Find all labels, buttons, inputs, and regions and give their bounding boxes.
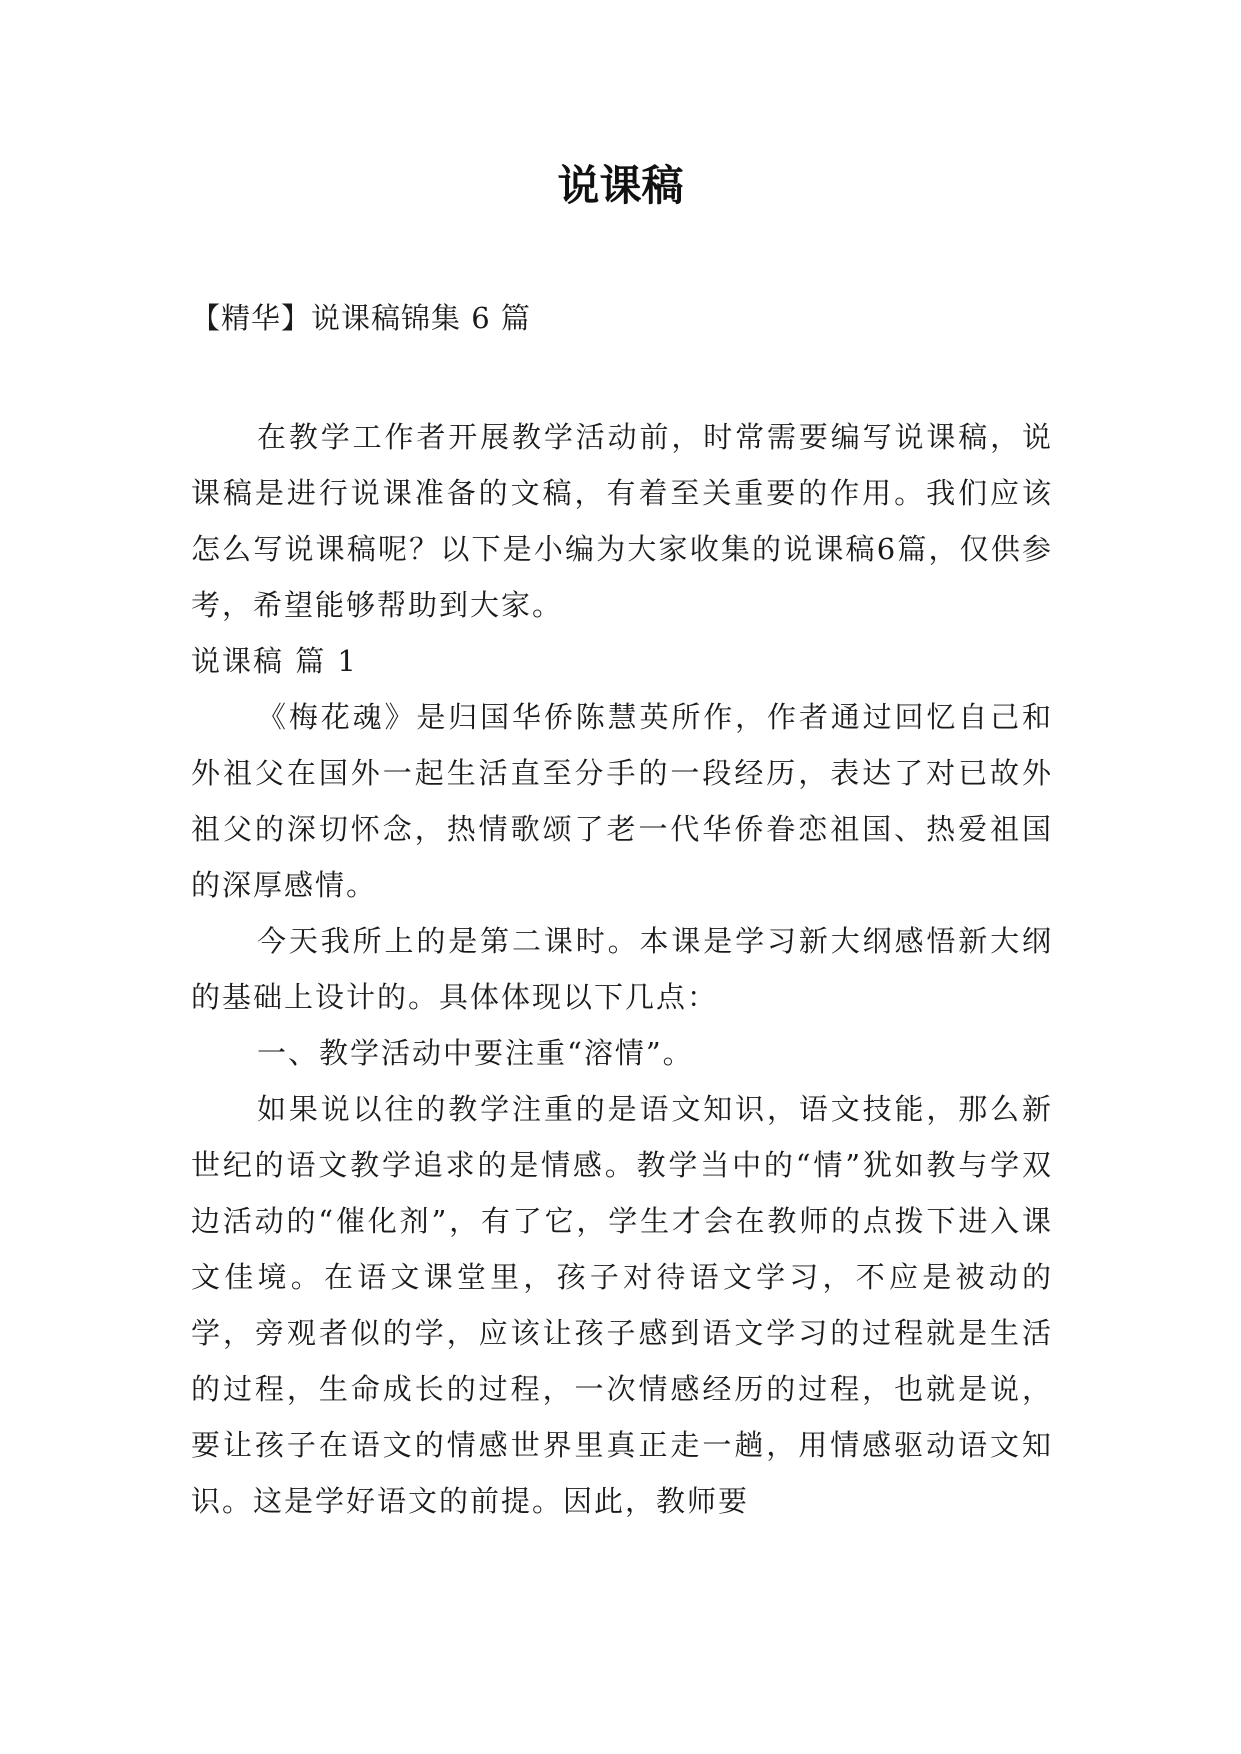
- body-paragraph: 《梅花魂》是归国华侨陈慧英所作，作者通过回忆自己和外祖父在国外一起生活直至分手的一段经历，表达了对已故外祖父的深切怀念，热情歌颂了老一代华侨眷恋祖国、热爱祖国的深厚感情。: [191, 700, 1053, 902]
- document-title: 说课稿: [557, 161, 684, 210]
- body-paragraph: 如果说以往的教学注重的是语文知识，语文技能，那么新世纪的语文教学追求的是情感。教学当中的“情”犹如教与学双边活动的“催化剂”，有了它，学生才会在教师的点拨下进入课文佳境。在语文课堂里，孩子对待语文学习，不应是被动的学，旁观者似的学，应该让孩子感到语文学习的过程就是生活的过程，生命成长的过程，一次情感经历的过程，也就是说，要让孩子在语文的情感世界里真正走一趟，用情感驱动语文知识。这是学好语文的前提。因此，教师要: [191, 1092, 1053, 1518]
- document-subtitle: 【精华】说课稿锦集 6 篇: [191, 301, 531, 335]
- document-body: [191, 409, 1053, 1529]
- subheading-paragraph: 一、教学活动中要注重“溶情”。: [257, 1036, 694, 1070]
- section-heading: 说课稿 篇 1: [191, 644, 358, 678]
- body-paragraph: 今天我所上的是第二课时。本课是学习新大纲感悟新大纲的基础上设计的。具体体现以下几点：: [191, 924, 1053, 1014]
- intro-paragraph: 在教学工作者开展教学活动前，时常需要编写说课稿，说课稿是进行说课准备的文稿，有着至关重要的作用。我们应该怎么写说课稿呢？以下是小编为大家收集的说课稿6篇，仅供参考，希望能够帮助到大家。: [191, 420, 1053, 622]
